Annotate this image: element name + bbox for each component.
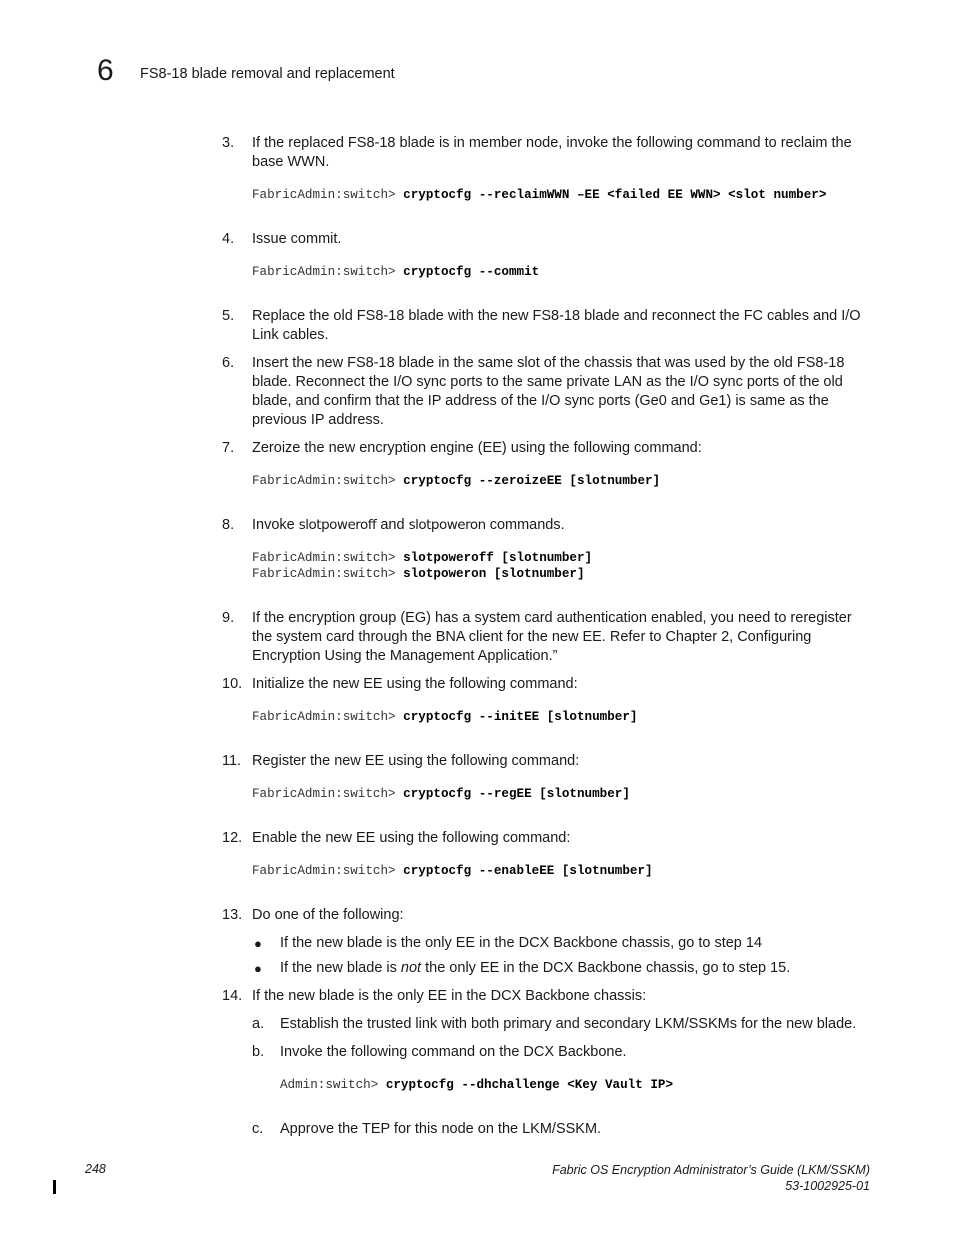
command: cryptocfg --regEE [slotnumber] xyxy=(403,787,630,801)
command: cryptocfg --dhchallenge <Key Vault IP> xyxy=(385,1078,673,1092)
step-number: 4. xyxy=(222,231,235,247)
emphasis: not xyxy=(400,960,422,976)
section-title: FS8-18 blade removal and replacement xyxy=(140,66,395,82)
doc-number: 53-1002925-01 xyxy=(785,1179,870,1193)
command-name-slotpoweroff: slotpoweroff xyxy=(298,517,377,533)
step-text: Do one of the following: xyxy=(252,907,404,923)
step-number: 9. xyxy=(222,610,235,626)
prompt: Admin:switch> xyxy=(280,1078,379,1092)
prompt: FabricAdmin:switch> xyxy=(252,551,396,565)
command: slotpoweron [slotnumber] xyxy=(403,567,585,581)
step-6 xyxy=(222,354,872,430)
step-number: 14. xyxy=(222,988,243,1004)
step-text: Register the new EE using the following command: xyxy=(252,753,580,769)
sub-step-text: Approve the TEP for this node on the LKM/SSKM. xyxy=(280,1121,602,1137)
step-number: 11. xyxy=(222,753,242,769)
bullet-icon: ● xyxy=(254,961,262,976)
sub-step-c xyxy=(222,1120,872,1139)
command: cryptocfg --zeroizeEE [slotnumber] xyxy=(403,474,661,488)
step-14 xyxy=(222,987,872,1006)
step-text-before: Invoke xyxy=(252,517,295,533)
step-3 xyxy=(222,134,872,172)
command: cryptocfg --enableEE [slotnumber] xyxy=(403,864,653,878)
page-number: 248 xyxy=(85,1162,106,1176)
step-number: 3. xyxy=(222,135,235,151)
step-4 xyxy=(222,230,872,249)
command-name-slotpoweron: slotpoweron xyxy=(408,517,486,533)
change-bar xyxy=(53,1180,56,1194)
command: cryptocfg --initEE [slotnumber] xyxy=(403,710,638,724)
sub-step-letter: a. xyxy=(252,1016,265,1032)
prompt: FabricAdmin:switch> xyxy=(252,710,396,724)
step-13 xyxy=(222,906,872,925)
procedure-steps xyxy=(222,134,872,1145)
step-number: 12. xyxy=(222,830,243,846)
prompt: FabricAdmin:switch> xyxy=(252,787,396,801)
sub-step-b xyxy=(222,1043,872,1062)
doc-title: Fabric OS Encryption Administrator’s Guide (LKM/SSKM) xyxy=(552,1163,870,1177)
step-number: 6. xyxy=(222,355,235,371)
step-number: 13. xyxy=(222,907,243,923)
step-12 xyxy=(222,829,872,848)
step-text: If the encryption group (EG) has a system card authentication enabled, you need to reregister the system card through the BNA client for the new EE. Refer to Chapter 2, Configuring Encryption Using the Management Application.” xyxy=(252,610,852,664)
prompt: FabricAdmin:switch> xyxy=(252,864,396,878)
step-text-mid: and xyxy=(380,517,405,533)
sub-step-text: Invoke the following command on the DCX Backbone. xyxy=(280,1044,627,1060)
step-11 xyxy=(222,752,872,771)
command: cryptocfg --reclaimWWN –EE <failed EE WWN> <slot number> xyxy=(403,188,827,202)
step-text: Replace the old FS8-18 blade with the new FS8-18 blade and reconnect the FC cables and I/O Link cables. xyxy=(252,308,861,343)
prompt: FabricAdmin:switch> xyxy=(252,474,396,488)
step-10 xyxy=(222,675,872,694)
prompt: FabricAdmin:switch> xyxy=(252,188,396,202)
step-text: Initialize the new EE using the following command: xyxy=(252,676,578,692)
step-text: If the new blade is the only EE in the DCX Backbone chassis: xyxy=(252,988,647,1004)
step-7 xyxy=(222,439,872,458)
bullet-icon: ● xyxy=(254,936,262,951)
command-block xyxy=(252,264,872,280)
bullet-text: the only EE in the DCX Backbone chassis, go to step 15. xyxy=(425,960,791,976)
step-8 xyxy=(222,516,872,535)
step-number: 8. xyxy=(222,517,235,533)
step-number: 7. xyxy=(222,440,235,456)
bullet-text: If the new blade is the only EE in the DCX Backbone chassis, go to step 14 xyxy=(280,935,763,951)
command-block xyxy=(252,863,872,879)
command-block xyxy=(252,473,872,489)
command: slotpoweroff [slotnumber] xyxy=(403,551,593,565)
step-text: Zeroize the new encryption engine (EE) using the following command: xyxy=(252,440,702,456)
step-number: 10. xyxy=(222,676,243,692)
list-item xyxy=(222,934,872,953)
step-text: Issue commit. xyxy=(252,231,342,247)
sub-step-a xyxy=(222,1015,872,1034)
sub-step-letter: c. xyxy=(252,1121,264,1137)
sub-step-letter: b. xyxy=(252,1044,265,1060)
list-item xyxy=(222,959,872,978)
command-block xyxy=(252,187,872,203)
step-text-after: commands. xyxy=(489,517,565,533)
footer-doc-info xyxy=(552,1162,870,1194)
chapter-number: 6 xyxy=(97,54,114,87)
step-9 xyxy=(222,609,872,666)
step-text: Enable the new EE using the following command: xyxy=(252,830,571,846)
prompt: FabricAdmin:switch> xyxy=(252,265,396,279)
bullet-text: If the new blade is xyxy=(280,960,397,976)
command-block xyxy=(280,1077,872,1093)
step-text: If the replaced FS8-18 blade is in member node, invoke the following command to reclaim the base WWN. xyxy=(252,135,852,170)
command-block xyxy=(252,709,872,725)
sub-step-text: Establish the trusted link with both primary and secondary LKM/SSKMs for the new blade. xyxy=(280,1016,857,1032)
command-block xyxy=(252,550,872,582)
step-5 xyxy=(222,307,872,345)
step-text: Insert the new FS8-18 blade in the same slot of the chassis that was used by the old FS8-18 blade. Reconnect the I/O sync ports to the same private LAN as the I/O sync ports of the old blade, and confirm that the IP address of the I/O sync ports (Ge0 and Ge1) is same as the previous IP address. xyxy=(252,355,845,428)
command: cryptocfg --commit xyxy=(403,265,540,279)
step-number: 5. xyxy=(222,308,235,324)
prompt: FabricAdmin:switch> xyxy=(252,567,396,581)
command-block xyxy=(252,786,872,802)
